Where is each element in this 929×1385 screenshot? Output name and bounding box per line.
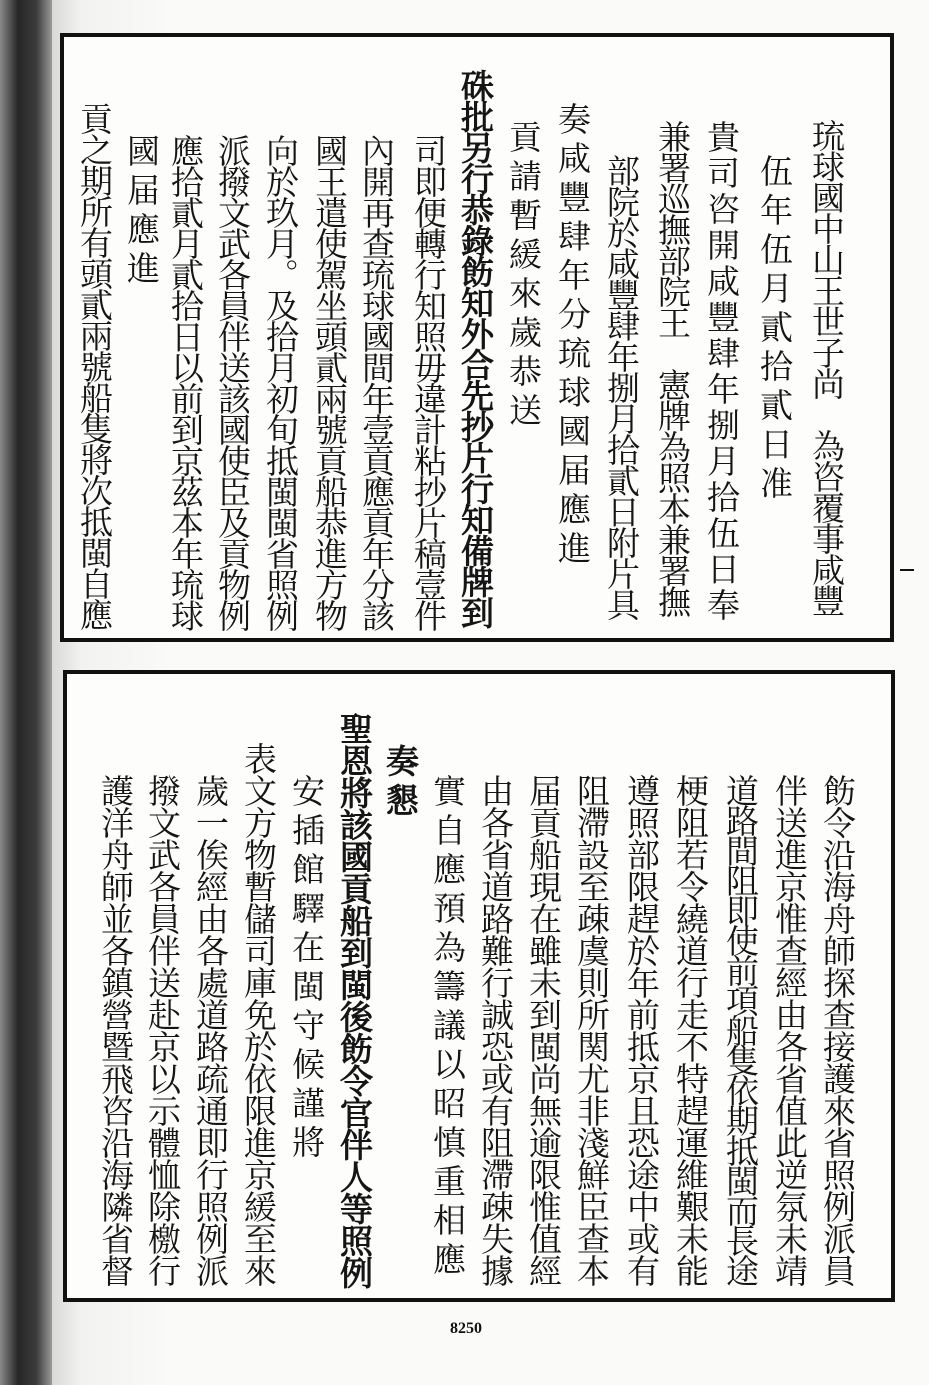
text-column: 遵照部限趕於年前抵京且恐途中或有	[622, 774, 661, 1286]
text-column: 司即便轉行知照毋違計粘抄片稿壹件	[409, 134, 448, 630]
text-column: 飭令沿海舟師探查接護來省照例派員	[818, 774, 857, 1286]
text-column: 琉球國中山王世子尚 為咨覆事咸豐	[807, 119, 846, 615]
text-column: 聖恩將該國貢船到閩後飭令官伴人等照例	[335, 712, 374, 1288]
text-column: 部院於咸豐肆年捌月拾貳日附片具	[602, 154, 641, 619]
text-column: 貢請暫緩來歲恭送	[504, 120, 543, 432]
text-column: 貢之期所有頭貳兩號船隻將次抵閩自應	[75, 102, 114, 629]
book-binding-shadow	[0, 0, 52, 1385]
text-column: 國王遣使駕坐頭貳兩號貢船恭進方物	[310, 134, 349, 630]
text-column: 撥文武各員伴送赴京以示體恤除檄行	[143, 774, 182, 1286]
text-column: 阻滯設至疎虞則所関尤非淺鮮臣查本	[572, 774, 611, 1286]
text-column: 由各省道路難行誠恐或有阻滯疎失據	[476, 774, 515, 1286]
text-column: 應拾貳月貳拾日以前到京茲本年琉球	[166, 134, 205, 630]
text-column: 貴司咨開咸豐肆年捌月拾伍日奉	[702, 120, 741, 624]
text-column: 兼署巡撫部院王 憲牌為照本兼署撫	[653, 120, 692, 616]
top-manuscript-panel	[60, 33, 894, 642]
text-column: 伍年伍月貳拾貳日准	[755, 154, 794, 505]
text-column: 奏懇	[381, 744, 420, 822]
text-column: 內開再查琉球國間年壹貢應貢年分該	[357, 134, 396, 630]
page-number: 8250	[450, 1320, 482, 1337]
text-column: 實自應預為籌議以昭慎重相應	[428, 774, 467, 1281]
text-column: 表文方物暫儲司庫免於依限進京緩至來	[239, 742, 278, 1286]
text-column: 梗阻若令繞道行走不特趕運維艱未能	[671, 774, 710, 1286]
text-column: 道路間阻即使前項船隻依期抵閩而長途	[721, 774, 760, 1284]
text-column: 歲一俟經由各處道路疏通即行照例派	[191, 774, 230, 1286]
text-column: 向於玖月。及拾月初旬抵閩閩省照例	[261, 134, 300, 630]
text-column: 伴送進京惟查經由各省值此逆氛未靖	[770, 774, 809, 1286]
text-column: 安插館驛在閩守候謹將	[287, 774, 326, 1164]
text-column: 届貢船現在雖未到閩尚無逾限惟值經	[524, 774, 563, 1286]
text-column: 護洋舟師並各鎮營暨飛咨沿海隣省督	[96, 774, 135, 1286]
text-column: 奏咸豐肆年分琉球國届應進	[553, 102, 592, 570]
text-column: 硃批另行恭錄飭知外合先抄片行知備牌到	[456, 69, 495, 627]
text-column: 派撥文武各員伴送該國使臣及貢物例	[213, 134, 252, 630]
bottom-manuscript-panel	[63, 670, 895, 1302]
margin-mark	[900, 569, 914, 571]
text-column: 國届應進	[122, 134, 161, 290]
